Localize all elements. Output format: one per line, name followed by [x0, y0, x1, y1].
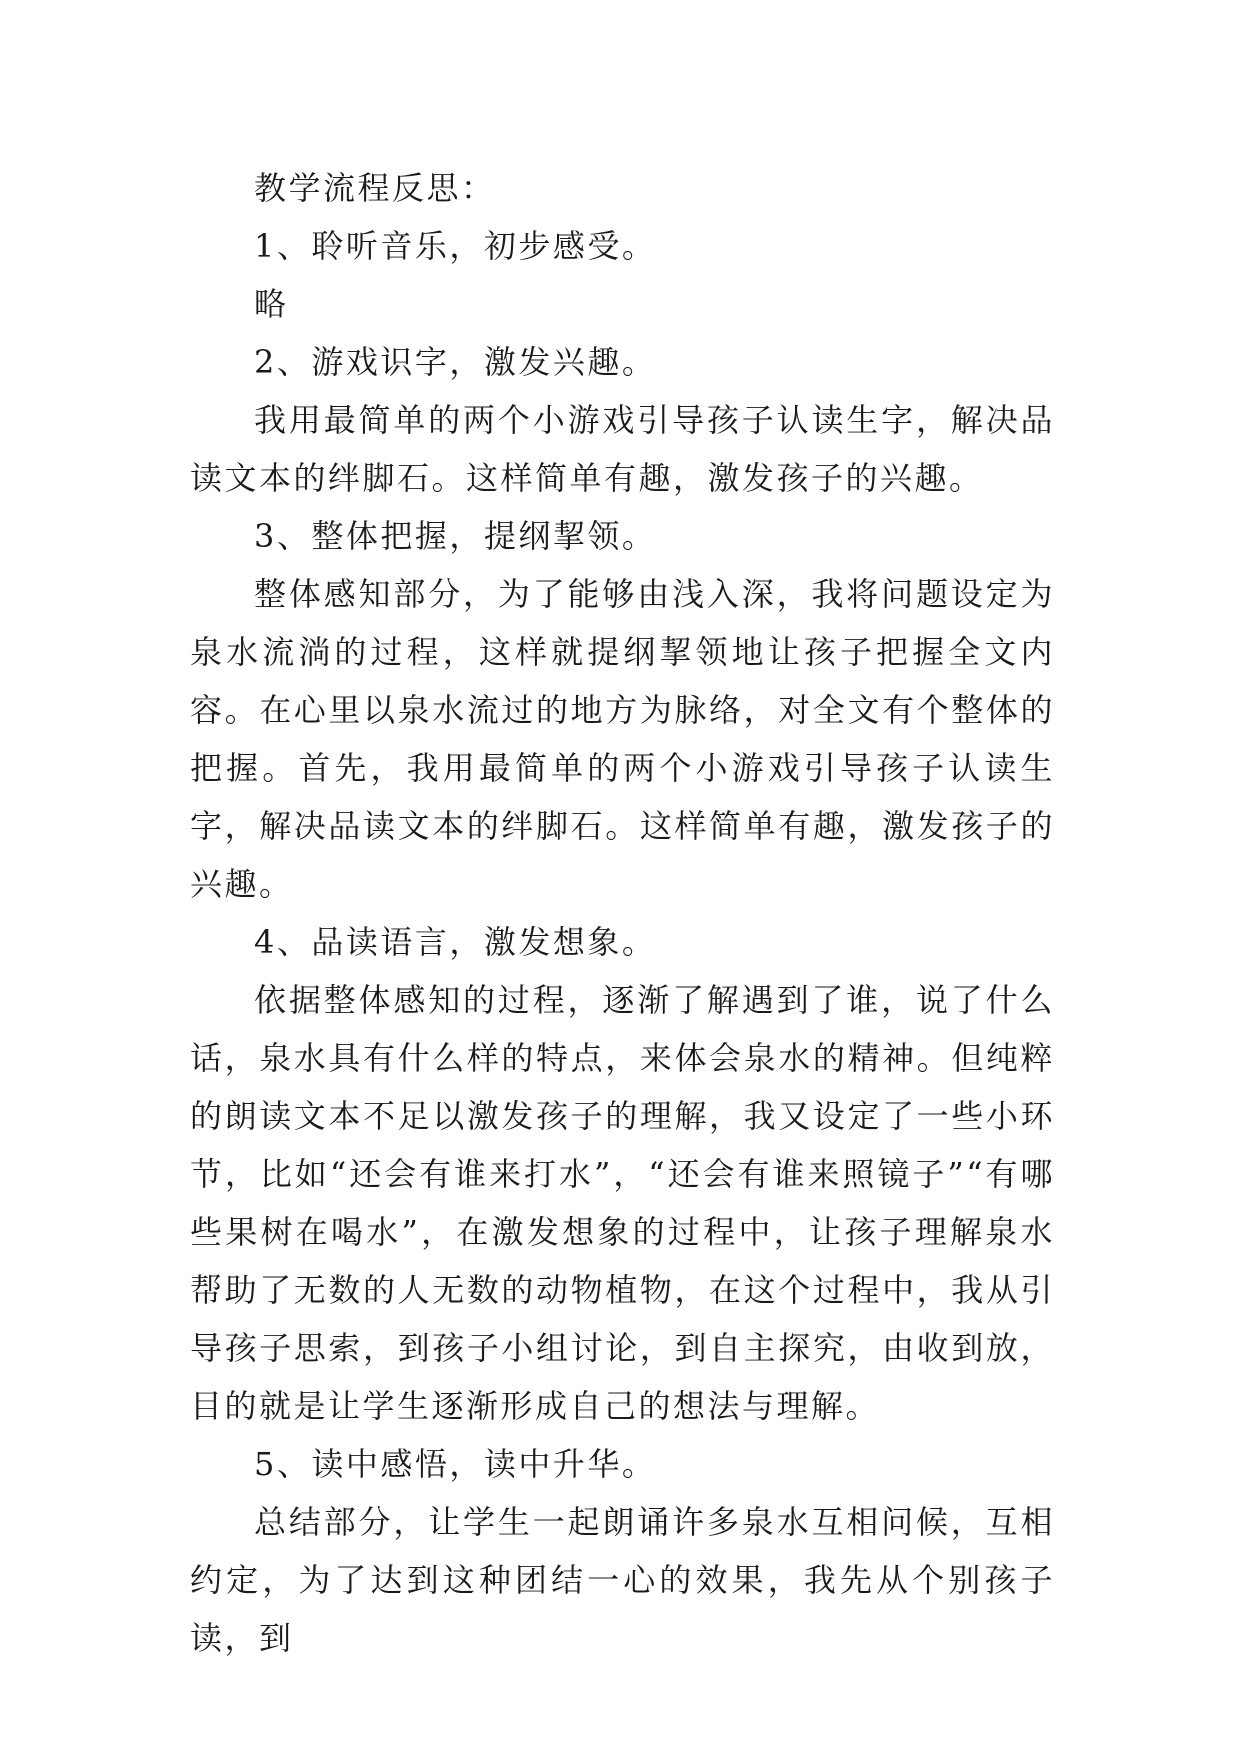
step-heading-1: 1、聆听音乐，初步感受。 [254, 227, 657, 265]
step-heading-3: 3、整体把握，提纲挈领。 [254, 517, 657, 555]
section-heading: 教学流程反思： [254, 169, 496, 207]
step-heading-5: 5、读中感悟，读中升华。 [254, 1445, 657, 1483]
step-heading-2: 2、游戏识字，激发兴趣。 [254, 343, 657, 381]
paragraph: 略 [254, 285, 289, 323]
document-body [190, 159, 1055, 1667]
paragraph: 依据整体感知的过程，逐渐了解遇到了谁，说了什么话，泉水具有什么样的特点，来体会泉水的精神。但纯粹的朗读文本不足以激发孩子的理解，我又设定了一些小环节，比如“还会有谁来打水”，“还会有谁来照镜子”“有哪些果树在喝水”，在激发想象的过程中，让孩子理解泉水帮助了无数的人无数的动物植物，在这个过程中，我从引导孩子思索，到孩子小组讨论，到自主探究，由收到放，目的就是让学生逐渐形成自己的想法与理解。 [190, 981, 1055, 1425]
paragraph: 我用最简单的两个小游戏引导孩子认读生字，解决品读文本的绊脚石。这样简单有趣，激发孩子的兴趣。 [190, 401, 1055, 497]
paragraph: 总结部分，让学生一起朗诵许多泉水互相问候，互相约定，为了达到这种团结一心的效果，我先从个别孩子读，到 [190, 1503, 1055, 1657]
paragraph: 整体感知部分，为了能够由浅入深，我将问题设定为泉水流淌的过程，这样就提纲挈领地让孩子把握全文内容。在心里以泉水流过的地方为脉络，对全文有个整体的把握。首先，我用最简单的两个小游戏引导孩子认读生字，解决品读文本的绊脚石。这样简单有趣，激发孩子的兴趣。 [190, 575, 1055, 903]
step-heading-4: 4、品读语言，激发想象。 [254, 923, 657, 961]
